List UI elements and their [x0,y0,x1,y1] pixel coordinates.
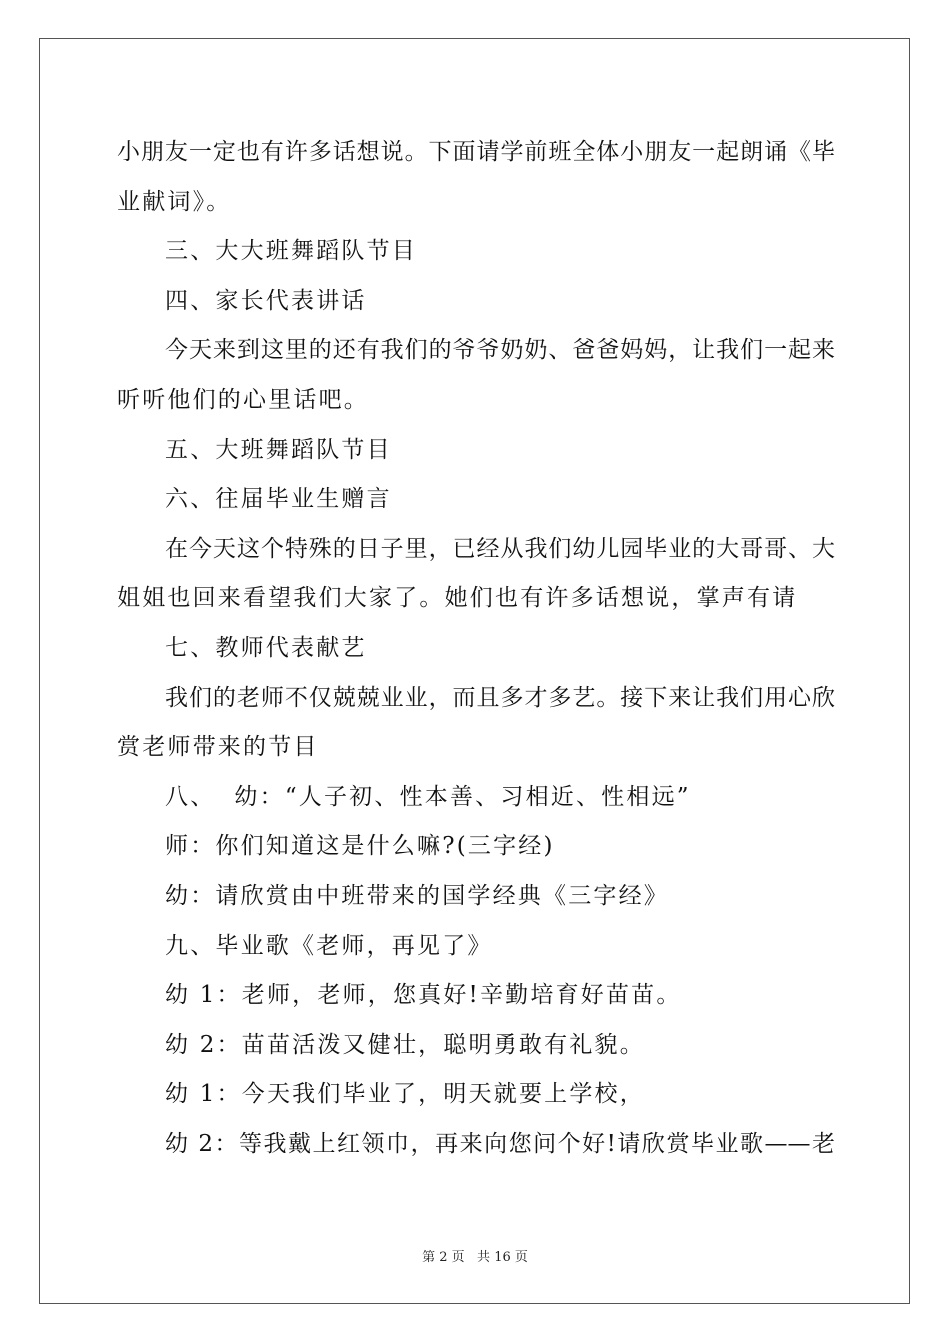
paragraph-line: 小朋友一定也有许多话想说。下面请学前班全体小朋友一起朗诵《毕 [117,139,835,165]
section-heading: 八、 幼：“人子初、性本善、习相近、性相远” [165,783,691,810]
paragraph-line: 听听他们的心里话吧。 [117,386,369,413]
section-heading: 四、家长代表讲话 [165,287,367,314]
dialogue-line: 幼 1：今天我们毕业了，明天就要上学校， [165,1081,645,1108]
page-number: 第 2 页 共 16 页 [422,1250,528,1265]
paragraph-line: 赏老师带来的节目 [117,734,319,761]
paragraph-line: 今天来到这里的还有我们的爷爷奶奶、爸爸妈妈，让我们一起来 [165,337,835,364]
section-heading: 五、大班舞蹈队节目 [165,436,392,463]
dialogue-line: 幼：请欣赏由中班带来的国学经典《三字经》 [165,882,669,909]
section-heading: 六、往届毕业生赠言 [165,486,392,513]
dialogue-line: 幼 2：苗苗活泼又健壮，聪明勇敢有礼貌。 [165,1031,645,1058]
dialogue-line: 师：你们知道这是什么嘛?(三字经) [165,833,555,860]
dialogue-line: 幼 1：老师，老师，您真好!辛勤培育好苗苗。 [165,982,682,1009]
document-body [117,128,835,1169]
section-heading: 七、教师代表献艺 [165,634,367,661]
paragraph-line: 在今天这个特殊的日子里，已经从我们幼儿园毕业的大哥哥、大 [165,535,835,562]
paragraph-line: 姐姐也回来看望我们大家了。她们也有许多话想说，掌声有请 [117,585,798,612]
paragraph-line: 业献词》。 [117,188,232,215]
paragraph-line: 我们的老师不仅兢兢业业，而且多才多艺。接下来让我们用心欣 [165,684,835,711]
dialogue-line: 幼 2：等我戴上红领巾，再来向您问个好!请欣赏毕业歌——老 [165,1130,835,1157]
section-heading: 九、毕业歌《老师，再见了》 [165,932,493,959]
section-heading: 三、大大班舞蹈队节目 [165,238,417,265]
